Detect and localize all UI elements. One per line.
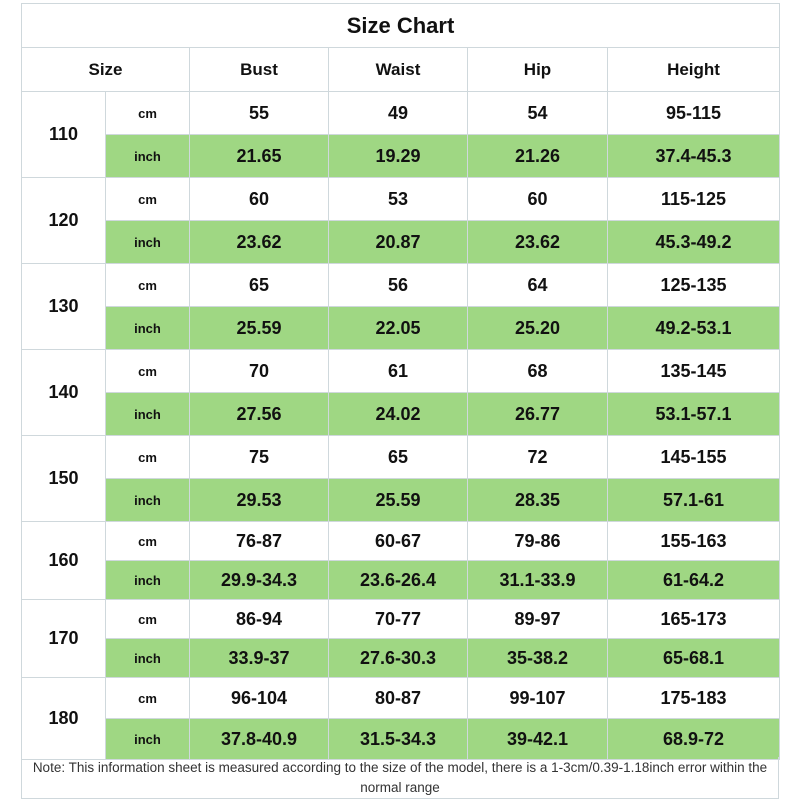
bust-value: 29.53 <box>190 479 329 522</box>
height-value: 115-125 <box>608 178 780 221</box>
bust-value: 76-87 <box>190 522 329 561</box>
column-header-bust: Bust <box>190 48 329 92</box>
table-row <box>22 307 780 350</box>
bust-value: 27.56 <box>190 393 329 436</box>
height-value: 61-64.2 <box>608 561 780 600</box>
hip-value: 39-42.1 <box>468 719 608 760</box>
size-label: 170 <box>22 600 106 678</box>
unit-label-cm: cm <box>106 264 190 307</box>
unit-label-cm: cm <box>106 92 190 135</box>
unit-label-cm: cm <box>106 522 190 561</box>
unit-label-inch: inch <box>106 479 190 522</box>
hip-value: 64 <box>468 264 608 307</box>
height-value: 68.9-72 <box>608 719 780 760</box>
unit-label-cm: cm <box>106 678 190 719</box>
hip-value: 23.62 <box>468 221 608 264</box>
hip-value: 54 <box>468 92 608 135</box>
hip-value: 72 <box>468 436 608 479</box>
bust-value: 86-94 <box>190 600 329 639</box>
size-label: 150 <box>22 436 106 522</box>
table-row <box>22 479 780 522</box>
table-row <box>22 561 780 600</box>
unit-label-inch: inch <box>106 639 190 678</box>
height-value: 165-173 <box>608 600 780 639</box>
hip-value: 60 <box>468 178 608 221</box>
height-value: 57.1-61 <box>608 479 780 522</box>
waist-value: 24.02 <box>329 393 468 436</box>
unit-label-inch: inch <box>106 393 190 436</box>
table-row <box>22 221 780 264</box>
unit-label-cm: cm <box>106 178 190 221</box>
size-label: 120 <box>22 178 106 264</box>
measurement-note: Note: This information sheet is measured according to the size of the model, there is a 1-3cm/0.39-1.18inch error within the normal range <box>21 757 779 799</box>
table-row <box>22 719 780 760</box>
height-value: 49.2-53.1 <box>608 307 780 350</box>
size-label: 160 <box>22 522 106 600</box>
unit-label-cm: cm <box>106 350 190 393</box>
table-row <box>22 264 780 307</box>
waist-value: 60-67 <box>329 522 468 561</box>
bust-value: 23.62 <box>190 221 329 264</box>
table-row <box>22 600 780 639</box>
hip-value: 28.35 <box>468 479 608 522</box>
column-header-waist: Waist <box>329 48 468 92</box>
column-header-size: Size <box>22 48 190 92</box>
bust-value: 37.8-40.9 <box>190 719 329 760</box>
unit-label-inch: inch <box>106 307 190 350</box>
height-value: 45.3-49.2 <box>608 221 780 264</box>
size-label: 180 <box>22 678 106 760</box>
chart-title: Size Chart <box>22 4 780 48</box>
height-value: 155-163 <box>608 522 780 561</box>
hip-value: 89-97 <box>468 600 608 639</box>
height-value: 95-115 <box>608 92 780 135</box>
waist-value: 70-77 <box>329 600 468 639</box>
size-label: 130 <box>22 264 106 350</box>
bust-value: 96-104 <box>190 678 329 719</box>
waist-value: 80-87 <box>329 678 468 719</box>
hip-value: 31.1-33.9 <box>468 561 608 600</box>
table-row <box>22 393 780 436</box>
waist-value: 61 <box>329 350 468 393</box>
size-label: 140 <box>22 350 106 436</box>
bust-value: 33.9-37 <box>190 639 329 678</box>
bust-value: 29.9-34.3 <box>190 561 329 600</box>
height-value: 65-68.1 <box>608 639 780 678</box>
height-value: 135-145 <box>608 350 780 393</box>
table-row <box>22 522 780 561</box>
unit-label-cm: cm <box>106 600 190 639</box>
table-row <box>22 135 780 178</box>
table-row <box>22 178 780 221</box>
size-chart-table <box>21 3 780 760</box>
hip-value: 21.26 <box>468 135 608 178</box>
height-value: 125-135 <box>608 264 780 307</box>
column-header-hip: Hip <box>468 48 608 92</box>
header-row <box>22 48 780 92</box>
table-row <box>22 350 780 393</box>
hip-value: 35-38.2 <box>468 639 608 678</box>
bust-value: 21.65 <box>190 135 329 178</box>
bust-value: 25.59 <box>190 307 329 350</box>
size-label: 110 <box>22 92 106 178</box>
unit-label-cm: cm <box>106 436 190 479</box>
bust-value: 75 <box>190 436 329 479</box>
hip-value: 68 <box>468 350 608 393</box>
waist-value: 27.6-30.3 <box>329 639 468 678</box>
height-value: 37.4-45.3 <box>608 135 780 178</box>
waist-value: 53 <box>329 178 468 221</box>
waist-value: 19.29 <box>329 135 468 178</box>
waist-value: 56 <box>329 264 468 307</box>
waist-value: 25.59 <box>329 479 468 522</box>
table-row <box>22 92 780 135</box>
height-value: 145-155 <box>608 436 780 479</box>
bust-value: 65 <box>190 264 329 307</box>
height-value: 53.1-57.1 <box>608 393 780 436</box>
waist-value: 49 <box>329 92 468 135</box>
table-row <box>22 678 780 719</box>
waist-value: 65 <box>329 436 468 479</box>
size-chart-body <box>22 92 780 760</box>
bust-value: 55 <box>190 92 329 135</box>
hip-value: 99-107 <box>468 678 608 719</box>
waist-value: 20.87 <box>329 221 468 264</box>
unit-label-inch: inch <box>106 135 190 178</box>
bust-value: 70 <box>190 350 329 393</box>
waist-value: 31.5-34.3 <box>329 719 468 760</box>
unit-label-inch: inch <box>106 561 190 600</box>
hip-value: 79-86 <box>468 522 608 561</box>
hip-value: 25.20 <box>468 307 608 350</box>
column-header-height: Height <box>608 48 780 92</box>
waist-value: 23.6-26.4 <box>329 561 468 600</box>
hip-value: 26.77 <box>468 393 608 436</box>
unit-label-inch: inch <box>106 221 190 264</box>
bust-value: 60 <box>190 178 329 221</box>
table-row <box>22 639 780 678</box>
table-row <box>22 436 780 479</box>
unit-label-inch: inch <box>106 719 190 760</box>
waist-value: 22.05 <box>329 307 468 350</box>
height-value: 175-183 <box>608 678 780 719</box>
